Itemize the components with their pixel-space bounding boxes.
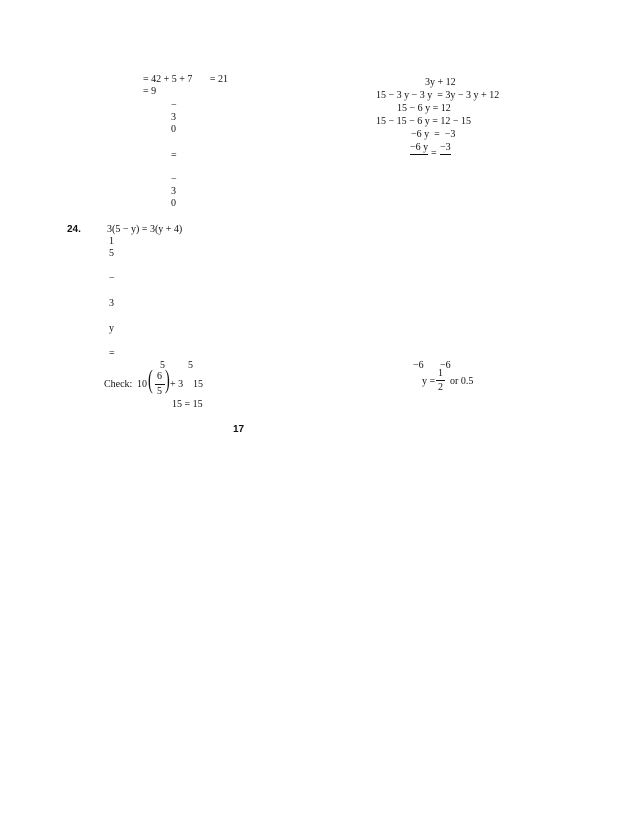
top-right-line-2: 15 − 3 y − 3 y = 3y − 3 y + 12 <box>376 90 500 101</box>
top-right-line-4: 15 − 15 − 6 y = 12 − 15 <box>376 116 472 127</box>
problem-equation: 3(5 − y) = 3(y + 4) <box>107 224 183 235</box>
top-right-fraction-right: −3 <box>440 142 451 153</box>
problem-col-minus: − <box>109 273 115 284</box>
top-left-line-1: = 42 + 5 + 7 = 21 <box>143 74 229 85</box>
problem-col-5: 5 <box>109 248 114 259</box>
top-right-fraction-equals: = <box>431 148 437 159</box>
page-number: 17 <box>233 424 245 435</box>
check-value: 15 <box>193 379 203 390</box>
answer-tail: or 0.5 <box>450 376 474 387</box>
top-left-stack-1-digit: 3 <box>171 112 176 123</box>
problem-right-neg-2: −6 <box>440 360 451 371</box>
check-plus-three: + 3 <box>170 379 184 390</box>
answer-fraction-bar <box>436 380 445 381</box>
answer-numerator: 1 <box>438 368 443 379</box>
check-result: 15 = 15 <box>172 399 203 410</box>
problem-row-a: 5 <box>160 360 165 371</box>
check-right-paren: ) <box>164 365 170 394</box>
top-left-stack-1-sign: − <box>171 100 177 111</box>
top-right-line-5: −6 y = −3 <box>411 129 456 140</box>
top-left-stack-2-zero: 0 <box>171 198 176 209</box>
problem-col-y: y <box>109 323 114 334</box>
answer-denominator: 2 <box>438 382 443 393</box>
check-label: Check: <box>104 379 133 390</box>
check-fraction-bar <box>155 384 165 385</box>
problem-row-b: 5 <box>188 360 193 371</box>
problem-col-3: 3 <box>109 298 114 309</box>
problem-col-1: 1 <box>109 236 114 247</box>
top-right-line-1: 3y + 12 <box>425 77 456 88</box>
top-left-stack-2-sign: − <box>171 174 177 185</box>
top-right-fraction-left: −6 y <box>410 142 429 153</box>
check-fraction-denominator: 5 <box>157 386 162 397</box>
top-left-line-2: = 9 <box>143 86 157 97</box>
check-fraction-numerator: 6 <box>157 371 162 382</box>
top-left-stack-2-digit: 3 <box>171 186 176 197</box>
top-left-stack-1-zero: 0 <box>171 124 176 135</box>
problem-col-equals: = <box>109 348 115 359</box>
problem-right-neg-1: −6 <box>413 360 424 371</box>
problem-number: 24. <box>67 224 81 235</box>
check-left-paren: ( <box>147 365 153 394</box>
answer-y-label: y = <box>422 376 436 387</box>
top-left-equals: = <box>171 150 177 161</box>
check-coefficient: 10 <box>137 379 147 390</box>
top-right-line-3: 15 − 6 y = 12 <box>397 103 451 114</box>
